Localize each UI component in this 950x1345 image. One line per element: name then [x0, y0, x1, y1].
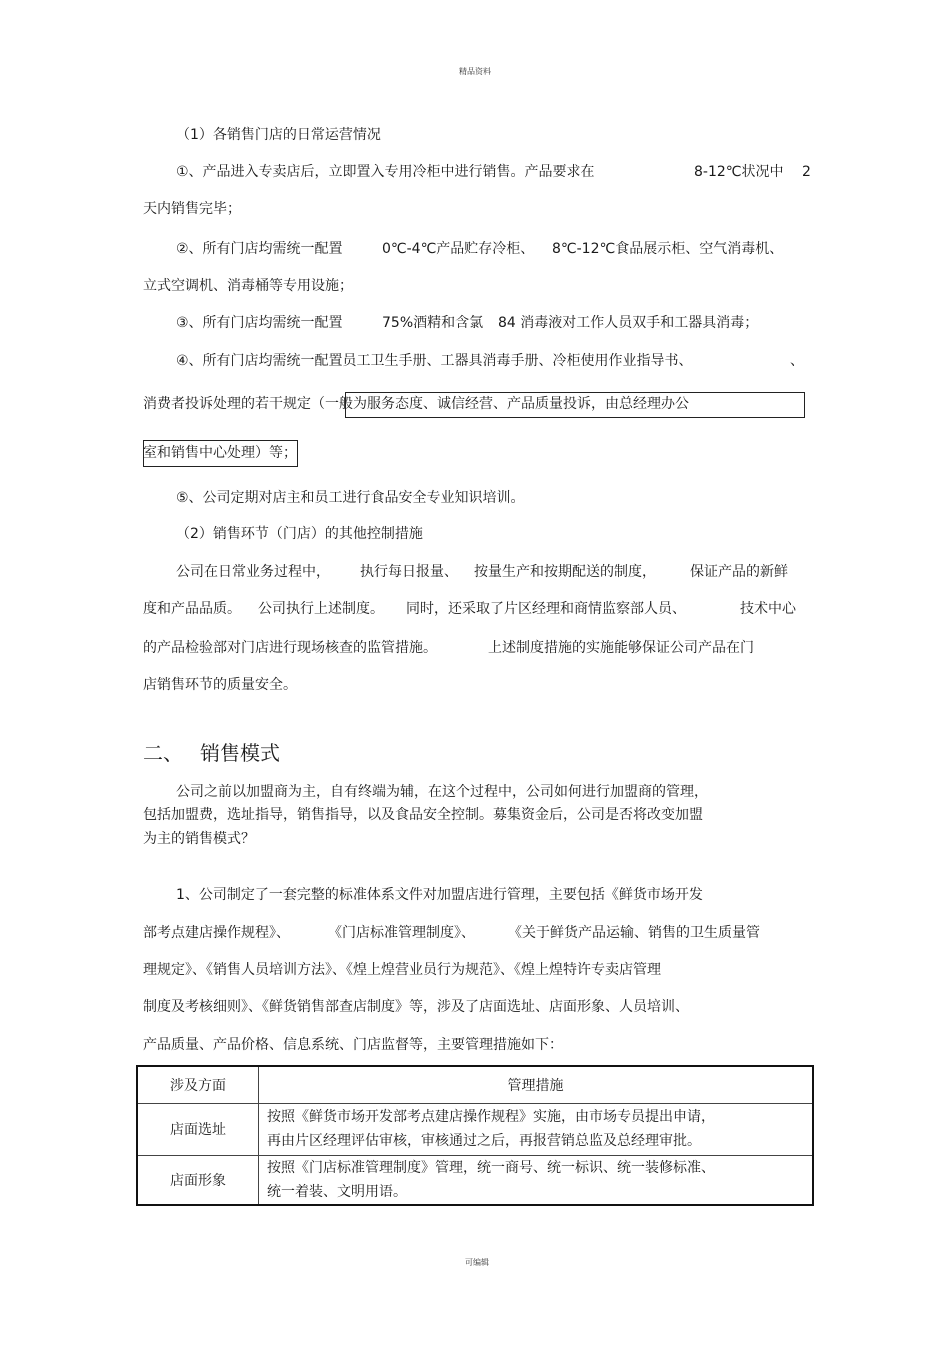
measure-line: 按照《门店标准管理制度》管理，统一商号、统一标识、统一装修标准、 — [267, 1159, 715, 1176]
para-b3: 同时，还采取了片区经理和商情监察部人员、 — [406, 601, 686, 617]
subheading-other-controls: （2）销售环节（门店）的其他控制措施 — [176, 526, 423, 542]
table-cell-measures — [259, 1155, 814, 1205]
question-line-3: 为主的销售模式？ — [143, 831, 255, 847]
table-header-measures: 管理措施 — [259, 1066, 814, 1103]
para-a2: 执行每日报量、 — [360, 564, 458, 580]
item4-text: ④、所有门店均需统一配置员工卫生手册、工器具消毒手册、冷柜使用作业指导书、 — [176, 353, 693, 369]
item4-continued: 消费者投诉处理的若干规定（一般为服务态度、诚信经营、产品质量投诉，由总经理办公 — [143, 396, 689, 412]
para-c1: 的产品检验部对门店进行现场核查的监管措施。 — [143, 640, 437, 656]
item1-temp: 8-12℃状况中 — [694, 164, 784, 180]
table-cell-aspect: 店面选址 — [137, 1103, 259, 1155]
item3-text: ③、所有门店均需统一配置 — [176, 315, 343, 331]
item2-continued: 立式空调机、消毒桶等专用设施； — [143, 278, 353, 294]
item4-separator: 、 — [790, 353, 804, 369]
measure-line: 再由片区经理评估审核，审核通过之后，再报营销总监及总经理审批。 — [267, 1133, 701, 1149]
item5-text: ⑤、公司定期对店主和员工进行食品安全专业知识培训。 — [176, 490, 525, 506]
management-table — [136, 1065, 814, 1206]
item1-text: ①、产品进入专卖店后，立即置入专用冷柜中进行销售。产品要求在 — [176, 164, 595, 180]
measure-line: 统一着装、文明用语。 — [267, 1183, 407, 1200]
item4-end: 室和销售中心处理）等； — [143, 445, 297, 461]
item1-days: 2 — [802, 164, 811, 180]
answer-line-5: 产品质量、产品价格、信息系统、门店监督等，主要管理措施如下： — [143, 1037, 563, 1053]
table-row — [137, 1103, 813, 1155]
measure-line: 按照《鲜货市场开发部考点建店操作规程》实施，由市场专员提出申请， — [267, 1109, 715, 1125]
question-line-2: 包括加盟费，选址指导，销售指导，以及食品安全控制。募集资金后，公司是否将改变加盟 — [143, 807, 703, 823]
para-a1: 公司在日常业务过程中， — [176, 564, 330, 580]
table-header-aspect: 涉及方面 — [137, 1066, 259, 1103]
item3-disinfectant: 84 消毒液对工作人员双手和工器具消毒； — [498, 315, 759, 331]
section-title: 销售模式 — [200, 741, 280, 765]
question-line-1: 公司之前以加盟商为主，自有终端为辅，在这个过程中，公司如何进行加盟商的管理， — [176, 784, 708, 800]
para-b2: 公司执行上述制度。 — [258, 601, 384, 617]
table-row — [137, 1155, 813, 1205]
page-footer: 可编辑 — [465, 1258, 489, 1267]
page-header: 精品资料 — [459, 67, 491, 76]
section-number: 二、 — [143, 741, 183, 765]
answer-line-2a: 部考点建店操作规程》、 — [143, 925, 290, 941]
para-c2: 上述制度措施的实施能够保证公司产品在门 — [488, 640, 754, 656]
para-b4: 技术中心 — [740, 601, 796, 617]
table-cell-aspect: 店面形象 — [137, 1155, 259, 1205]
subheading-daily-operations: （1）各销售门店的日常运营情况 — [176, 127, 381, 143]
para-a4: 保证产品的新鲜 — [690, 564, 788, 580]
answer-line-4: 制度及考核细则》、《鲜货销售部查店制度》等，涉及了店面选址、店面形象、人员培训、 — [143, 999, 689, 1015]
item1-continued: 天内销售完毕； — [143, 201, 241, 217]
para-b1: 度和产品品质。 — [143, 601, 241, 617]
para-d: 店销售环节的质量安全。 — [143, 677, 297, 693]
table-header-row — [137, 1066, 813, 1103]
item3-alcohol: 75%酒精和含氯 — [382, 315, 484, 331]
item2-cold-cabinet: 0℃-4℃产品贮存冷柜、 — [382, 241, 535, 257]
para-a3: 按量生产和按期配送的制度， — [474, 564, 656, 580]
answer-line-3: 理规定》、《销售人员培训方法》、《煌上煌营业员行为规范》、《煌上煌特许专卖店管理 — [143, 962, 661, 978]
table-cell-measures — [259, 1103, 814, 1155]
answer-line-2b: 《门店标准管理制度》、 — [328, 925, 475, 941]
answer-line-1: 1、公司制定了一套完整的标准体系文件对加盟店进行管理，主要包括《鲜货市场开发 — [176, 887, 703, 903]
item2-text: ②、所有门店均需统一配置 — [176, 241, 343, 257]
item2-display-cabinet: 8℃-12℃食品展示柜、空气消毒机、 — [552, 241, 784, 257]
answer-line-2c: 《关于鲜货产品运输、销售的卫生质量管 — [508, 925, 760, 941]
